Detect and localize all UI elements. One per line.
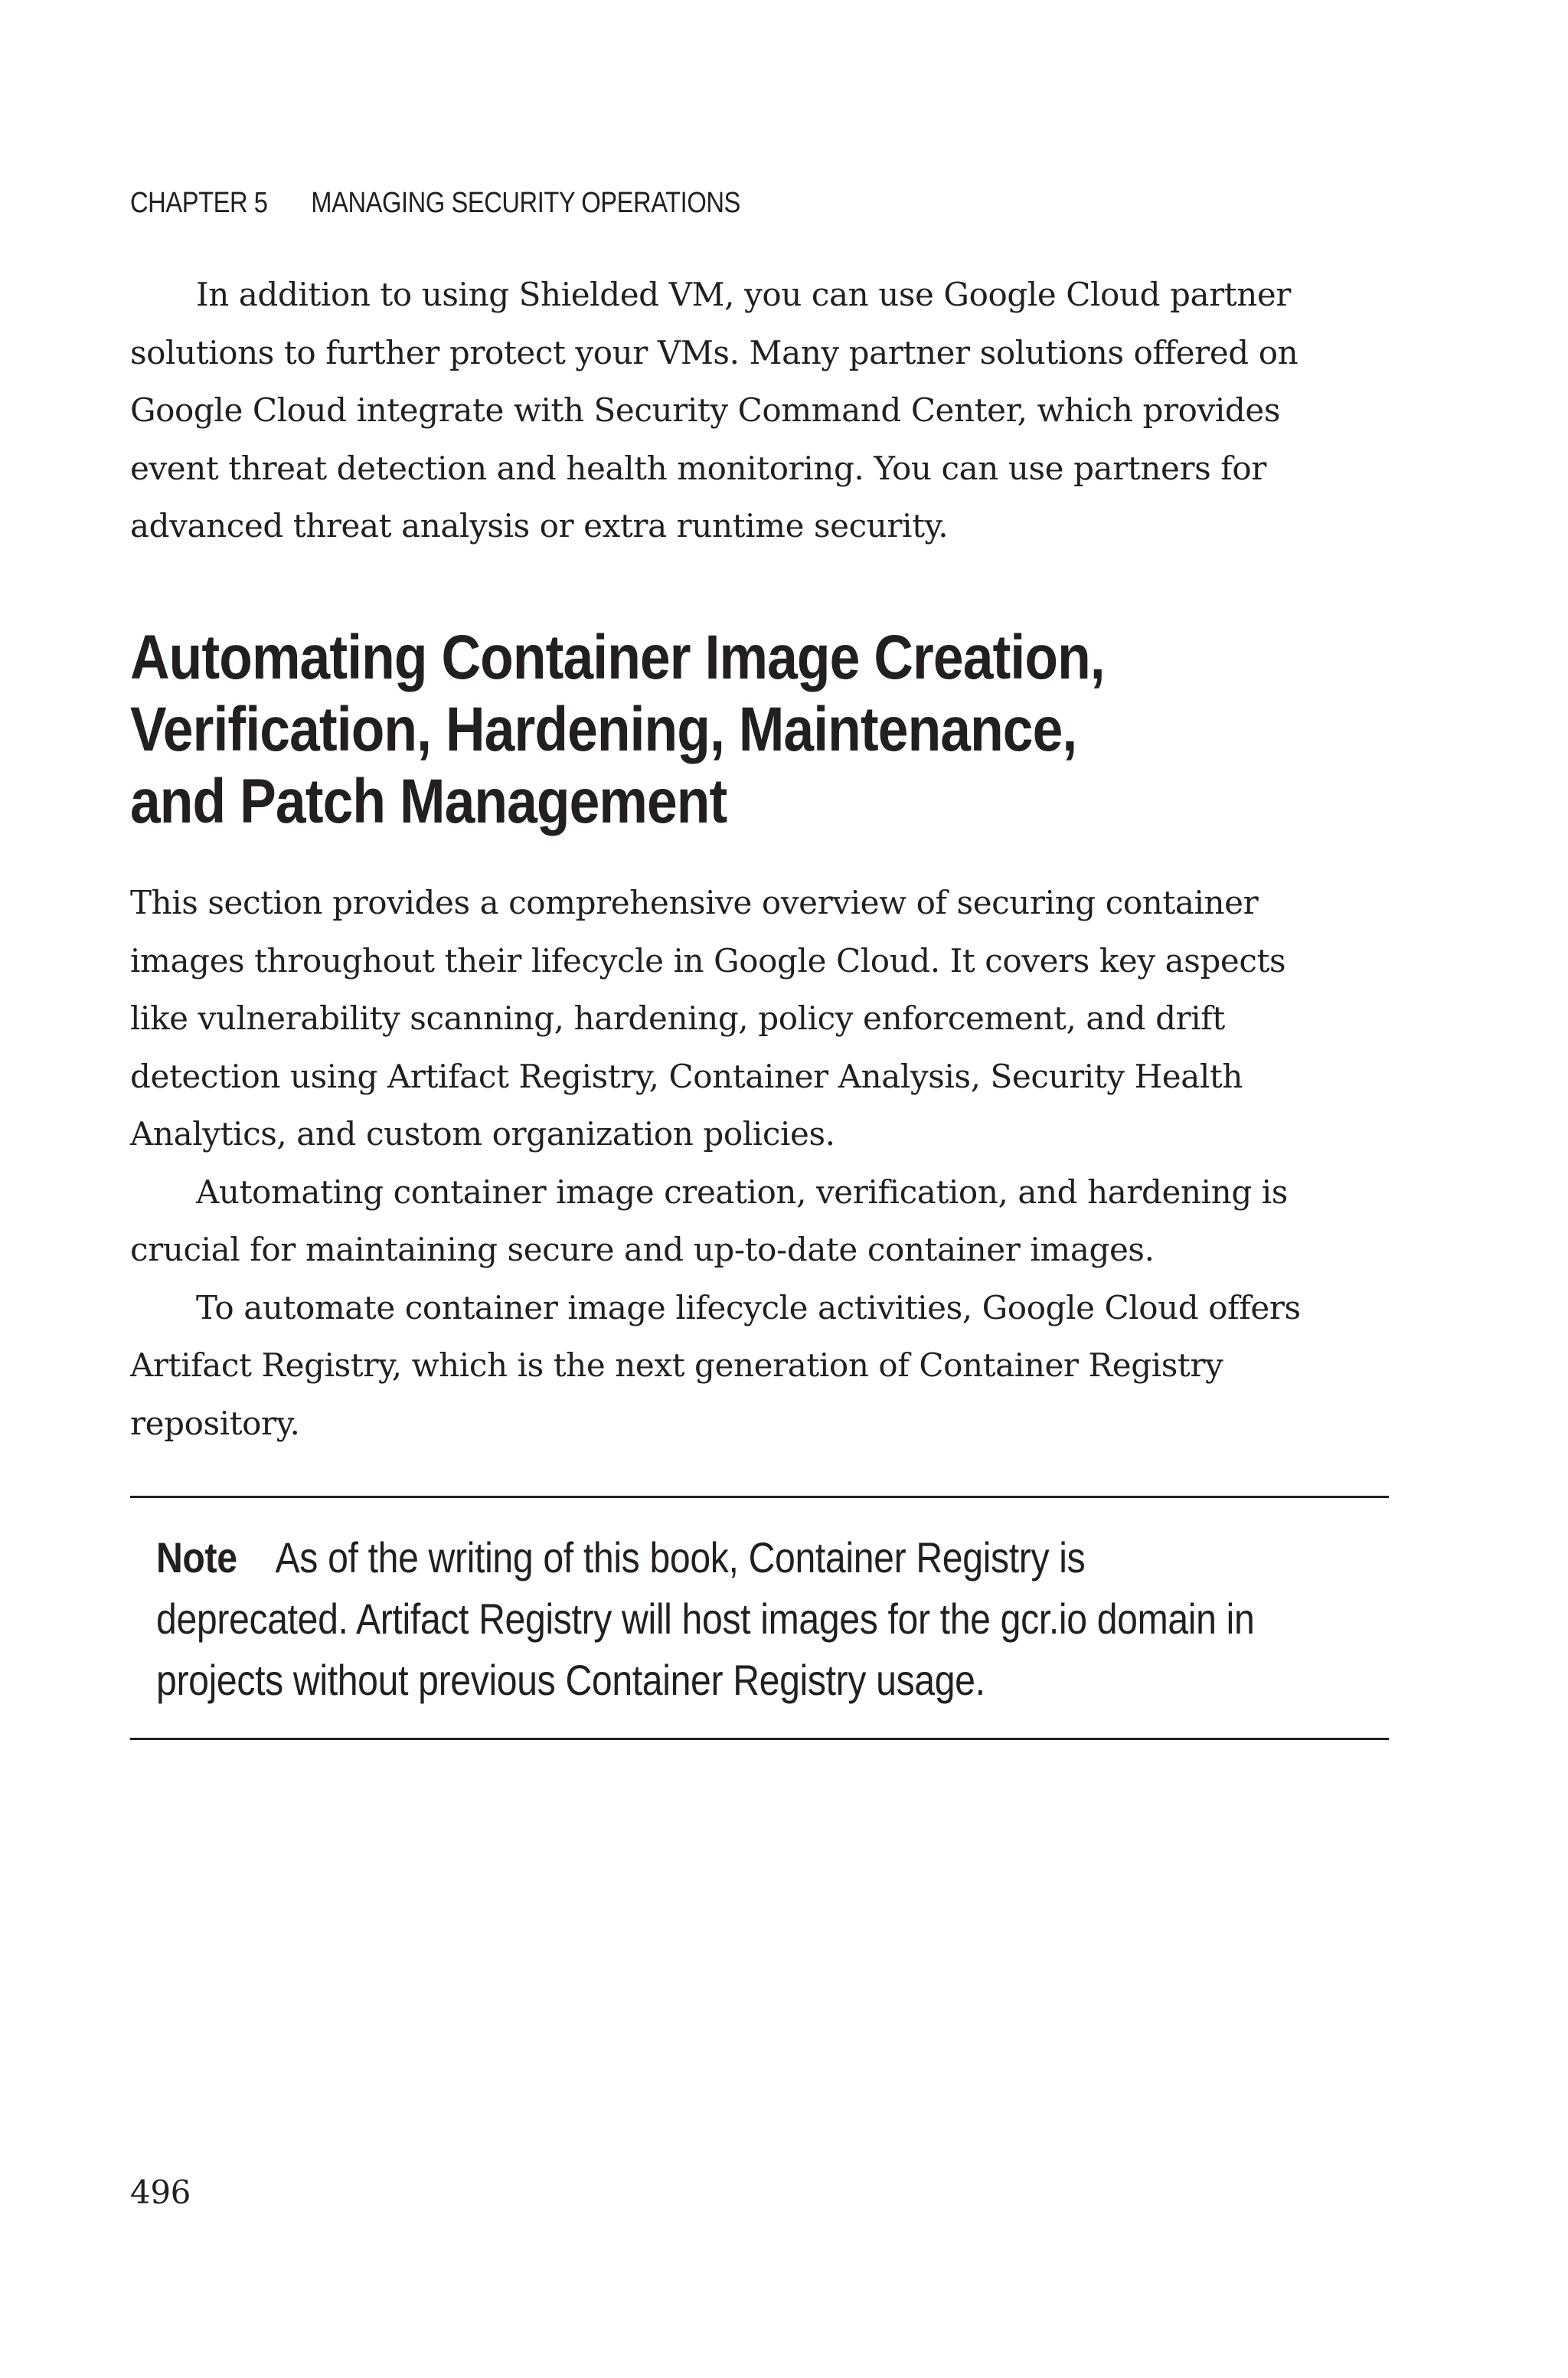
chapter-title: MANAGING SECURITY OPERATIONS — [311, 187, 740, 219]
section-paragraph-1 — [130, 874, 1301, 1163]
section-paragraph-2 — [130, 1163, 1301, 1279]
text-line: solutions to further protect your VMs. Many partner solutions offered on — [130, 333, 1298, 371]
text-line: In addition to using Shielded VM, you can use Google Cloud partner — [196, 276, 1292, 313]
note-line: deprecated. Artifact Registry will host images for the gcr.io domain in — [156, 1595, 1255, 1643]
text-line: repository. — [130, 1404, 300, 1442]
note-label: Note — [156, 1533, 237, 1582]
text-line: advanced threat analysis or extra runtime security. — [130, 507, 949, 545]
text-line: Google Cloud integrate with Security Command Center, which provides — [130, 391, 1281, 429]
note-bottom-rule — [130, 1738, 1389, 1740]
section-heading — [130, 622, 1105, 838]
heading-line: and Patch Management — [130, 767, 727, 836]
text-line: crucial for maintaining secure and up-to-date container images. — [130, 1231, 1155, 1268]
text-line: images throughout their lifecycle in Google Cloud. It covers key aspects — [130, 941, 1286, 980]
section-paragraph-3 — [130, 1279, 1301, 1453]
note-line: As of the writing of this book, Container Registry is — [275, 1533, 1086, 1582]
section-body — [130, 874, 1301, 1452]
text-line: This section provides a comprehensive overview of securing container — [130, 884, 1259, 921]
heading-line: Automating Container Image Creation, — [130, 623, 1105, 692]
text-line: detection using Artifact Registry, Container Analysis, Security Health — [130, 1057, 1243, 1095]
note-top-rule — [130, 1496, 1389, 1498]
text-line: like vulnerability scanning, hardening, policy enforcement, and drift — [130, 999, 1225, 1037]
intro-paragraph — [130, 266, 1298, 555]
note-box — [156, 1527, 1254, 1711]
note-line: projects without previous Container Registry usage. — [156, 1656, 985, 1704]
text-line: Automating container image creation, verification, and hardening is — [196, 1173, 1288, 1211]
chapter-label: CHAPTER 5 — [130, 187, 268, 219]
text-line: Analytics, and custom organization policies. — [130, 1115, 835, 1153]
text-line: event threat detection and health monitoring. You can use partners for — [130, 449, 1266, 487]
text-line: To automate container image lifecycle activities, Google Cloud offers — [196, 1288, 1301, 1326]
page-number: 496 — [130, 2174, 191, 2211]
running-head — [130, 187, 740, 220]
text-line: Artifact Registry, which is the next generation of Container Registry — [130, 1346, 1223, 1384]
heading-line: Verification, Hardening, Maintenance, — [130, 695, 1077, 764]
